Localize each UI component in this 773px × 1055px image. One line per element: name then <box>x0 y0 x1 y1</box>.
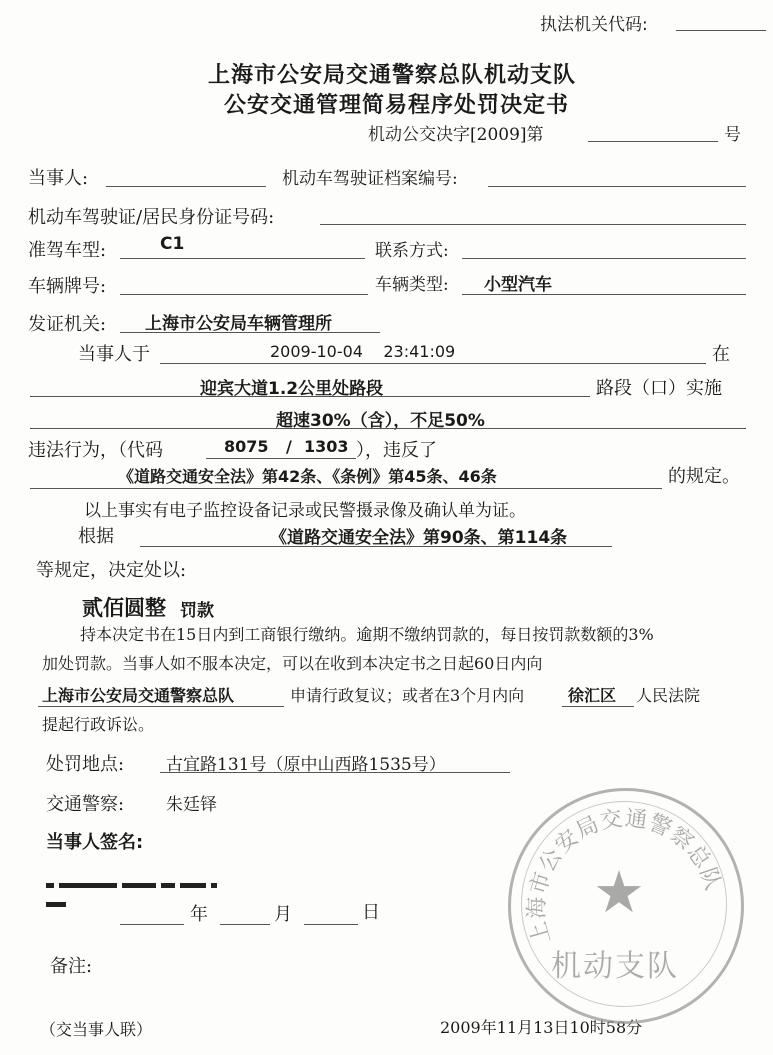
officer-value: 朱廷铎 <box>166 795 217 815</box>
incident-behavior: 超速30%（含），不足50% <box>276 411 485 431</box>
day-label: 日 <box>362 902 380 923</box>
incident-datetime: 2009-10-04 23:41:09 <box>270 342 456 361</box>
violation-code-line <box>206 458 356 459</box>
penalty-word: 罚款 <box>180 601 214 621</box>
document-number-line <box>588 141 718 142</box>
violation-code-1: 8075 <box>224 437 269 456</box>
issuer-value: 上海市公安局车辆管理所 <box>145 314 332 334</box>
court-district: 徐汇区 <box>568 686 617 705</box>
instruction-line2: 加处罚款。当事人如不服本决定，可以在收到本决定书之日起60日内向 <box>42 654 543 673</box>
official-seal-arc-label: 上海市公安局交通警察总队 <box>524 806 726 947</box>
incident-at: 在 <box>712 344 730 365</box>
vehicle-type-label: 车辆类型: <box>375 275 449 295</box>
star-icon: ★ <box>593 858 645 926</box>
review-agency: 上海市公安局交通警察总队 <box>42 686 235 705</box>
violated-laws: 《道路交通安全法》第42条、《条例》第45条、46条 <box>118 467 497 486</box>
vehicle-type-line <box>462 294 746 295</box>
incident-location-suffix: 路段（口）实施 <box>596 378 722 399</box>
vehicle-type-value: 小型汽车 <box>484 275 552 295</box>
instruction-line1: 持本决定书在15日内到工商银行缴纳。逾期不缴纳罚款的，每日按罚款数额的3% <box>80 625 654 644</box>
instruction-line3: 申请行政复议；或者在3个月内向 <box>290 686 525 705</box>
month-line <box>220 924 270 925</box>
incident-behavior-line <box>30 428 746 429</box>
document-title-line1: 上海市公安局交通警察总队机动支队 <box>208 63 577 88</box>
incident-location-line <box>30 396 590 397</box>
vehicle-class-line <box>120 258 365 259</box>
official-seal <box>508 788 744 1024</box>
vehicle-class-label: 准驾车型: <box>28 240 107 261</box>
evidence-statement: 以上事实有电子监控设备记录或民警摄录像及确认单为证。 <box>84 501 526 521</box>
incident-location: 迎宾大道1.2公里处路段 <box>200 379 384 399</box>
license-file-line <box>488 186 746 187</box>
day-line <box>304 924 358 925</box>
party-signature <box>46 875 246 883</box>
violation-code-slash: / <box>286 437 292 456</box>
violated-laws-suffix: 的规定。 <box>668 466 740 487</box>
official-seal-bottom-text: 机动支队 <box>551 949 679 984</box>
contact-line <box>462 258 746 259</box>
incident-datetime-line <box>160 363 706 364</box>
document-number-prefix: 机动公交决字[2009]第 <box>368 125 544 145</box>
instruction-line4: 提起行政诉讼。 <box>42 715 155 734</box>
decision-label: 等规定，决定处以: <box>36 560 187 581</box>
court-district-line <box>562 706 634 707</box>
incident-prefix: 当事人于 <box>78 344 150 365</box>
plate-line <box>120 294 368 295</box>
penalty-basis-line <box>140 546 612 547</box>
license-file-label: 机动车驾驶证档案编号: <box>282 169 458 189</box>
officer-label: 交通警察: <box>46 794 125 815</box>
penalty-amount: 贰佰圆整 <box>82 596 166 620</box>
plate-label: 车辆牌号: <box>28 276 107 297</box>
agency-code-label: 执法机关代码: <box>540 15 648 35</box>
copy-label: （交当事人联） <box>40 1020 153 1039</box>
vehicle-class-value: C1 <box>160 234 185 254</box>
violation-suffix: ），违反了 <box>356 440 437 461</box>
document-title-line2: 公安交通管理简易程序处罚决定书 <box>224 93 570 118</box>
review-agency-line <box>38 706 284 707</box>
place-label: 处罚地点: <box>46 754 125 775</box>
place-value: 古宜路131号（原中山西路1535号） <box>166 755 446 775</box>
place-line <box>160 772 510 773</box>
issuer-label: 发证机关: <box>28 314 107 335</box>
year-label: 年 <box>190 904 208 925</box>
year-line <box>120 924 184 925</box>
remark-label: 备注: <box>50 956 93 977</box>
month-label: 月 <box>274 904 292 925</box>
contact-label: 联系方式: <box>375 241 449 261</box>
document-number-suffix: 号 <box>724 125 741 145</box>
id-label: 机动车驾驶证/居民身份证号码: <box>28 207 275 228</box>
agency-code-line <box>676 30 766 31</box>
id-line <box>320 224 746 225</box>
penalty-basis: 《道路交通安全法》第90条、第114条 <box>270 528 568 548</box>
party-label: 当事人: <box>28 168 89 189</box>
violation-label: 违法行为，（代码 <box>28 440 163 461</box>
issued-datetime: 2009年11月13日10时58分 <box>440 1018 643 1037</box>
violated-laws-line <box>30 488 662 489</box>
party-line <box>106 186 266 187</box>
violation-code-2: 1303 <box>304 437 349 456</box>
court-suffix: 人民法院 <box>636 686 701 705</box>
signature-label: 当事人签名: <box>46 832 144 853</box>
basis-label: 根据 <box>78 526 114 547</box>
issuer-line <box>120 332 380 333</box>
